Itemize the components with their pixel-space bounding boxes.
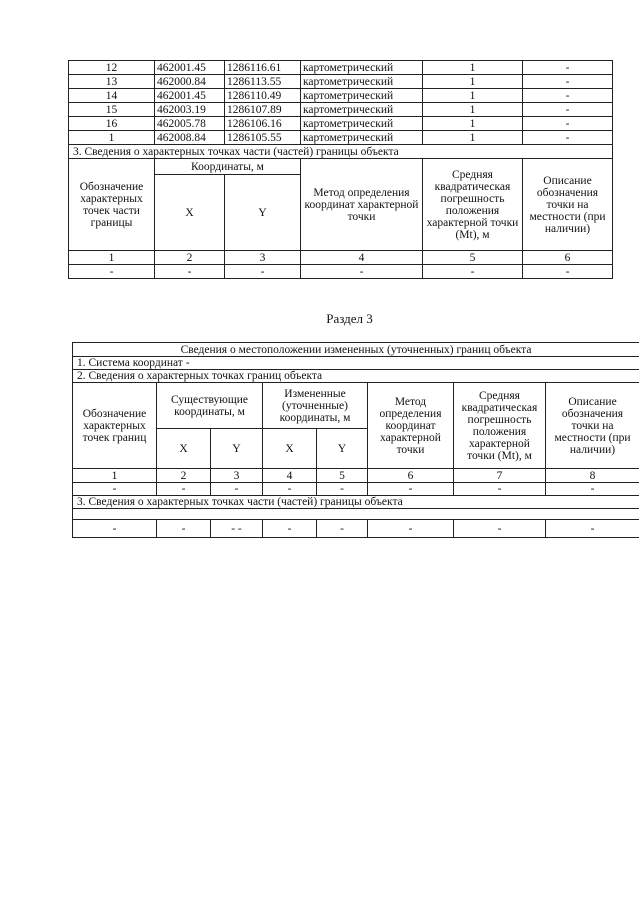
dash-row: [73, 483, 639, 496]
col-number: 1: [73, 469, 157, 483]
y-header: Y: [225, 175, 301, 251]
coord-system-row: [73, 357, 639, 370]
dash-cell: -: [317, 483, 368, 496]
x2-header: X: [263, 429, 317, 469]
method-cell: картометрический: [301, 131, 423, 145]
section3-row: [73, 496, 639, 509]
section2-title: 2. Сведения о характерных точках границ объекта: [73, 370, 639, 383]
point-number: 14: [69, 89, 155, 103]
col-number: 6: [368, 469, 454, 483]
method-header: Метод определения координат характерной точки: [368, 383, 454, 469]
table-row: [69, 75, 613, 89]
coord-x: 462000.84: [155, 75, 225, 89]
coord-y: 1286116.61: [225, 61, 301, 75]
designation-header: Обозначение характерных точек границ: [73, 383, 157, 469]
dash-cell: -: [368, 483, 454, 496]
coord-x: 462003.19: [155, 103, 225, 117]
coords-header: Координаты, м: [155, 159, 301, 175]
point-number: 13: [69, 75, 155, 89]
existing-coords-header: Существующие координаты, м: [157, 383, 263, 429]
dash-cell: -: [523, 265, 613, 279]
table-row: [69, 131, 613, 145]
mt-header: Средняя квадратическая погрешность положения характерной точки (Mt), м: [454, 383, 546, 469]
col-number: 3: [211, 469, 263, 483]
coord-y: 1286105.55: [225, 131, 301, 145]
desc-cell: -: [523, 131, 613, 145]
mt-cell: 1: [423, 131, 523, 145]
table-row: [69, 103, 613, 117]
col-number: 8: [546, 469, 639, 483]
dash-cell: -: [368, 520, 454, 538]
desc-cell: -: [523, 61, 613, 75]
coord-x: 462008.84: [155, 131, 225, 145]
y2-header: Y: [317, 429, 368, 469]
method-cell: картометрический: [301, 61, 423, 75]
section-heading: Раздел 3: [326, 311, 373, 326]
mt-cell: 1: [423, 117, 523, 131]
coord-x: 462005.78: [155, 117, 225, 131]
y-header: Y: [211, 429, 263, 469]
boundary-points-table: [68, 60, 613, 279]
dash-cell: -: [155, 265, 225, 279]
coord-y: 1286113.55: [225, 75, 301, 89]
point-number: 16: [69, 117, 155, 131]
mt-cell: 1: [423, 75, 523, 89]
coord-y: 1286106.16: [225, 117, 301, 131]
dash-row-2: [73, 520, 639, 538]
point-number: 1: [69, 131, 155, 145]
table-row: [69, 89, 613, 103]
point-number: 12: [69, 61, 155, 75]
desc-cell: -: [523, 103, 613, 117]
method-cell: картометрический: [301, 103, 423, 117]
col-number: 6: [523, 251, 613, 265]
dash-cell: -: [263, 483, 317, 496]
col-number: 2: [155, 251, 225, 265]
col-number: 4: [263, 469, 317, 483]
table-row: [69, 117, 613, 131]
points-rows: [69, 61, 613, 145]
dash-cell: -: [546, 520, 639, 538]
col-number: 5: [423, 251, 523, 265]
dash-cell: -: [454, 520, 546, 538]
coord-y: 1286107.89: [225, 103, 301, 117]
section3-title: 3. Сведения о характерных точках части (частей) границы объекта: [73, 496, 639, 509]
coord-y: 1286110.49: [225, 89, 301, 103]
desc-cell: -: [523, 75, 613, 89]
section2-row: [73, 370, 639, 383]
method-header: Метод определения координат характерной точки: [301, 159, 423, 251]
method-cell: картометрический: [301, 89, 423, 103]
header-row-1: [73, 383, 639, 429]
table-title-row: [73, 343, 639, 357]
header-row-1: [69, 159, 613, 175]
mt-header: Средняя квадратическая погрешность положения характерной точки (Mt), м: [423, 159, 523, 251]
dash-cell: -: [225, 265, 301, 279]
col-number: 3: [225, 251, 301, 265]
blank-cell: [73, 509, 639, 520]
dash-cell: -: [423, 265, 523, 279]
coord-system: 1. Система координат -: [73, 357, 639, 370]
point-number: 15: [69, 103, 155, 117]
dash-cell: -: [157, 520, 211, 538]
column-numbers-row: [73, 469, 639, 483]
section3-title: 3. Сведения о характерных точках части (частей) границы объекта: [69, 145, 613, 159]
col-number: 1: [69, 251, 155, 265]
dash-cell: -: [73, 483, 157, 496]
column-numbers-row: [69, 251, 613, 265]
dash-cell: -: [73, 520, 157, 538]
dash-cell: -: [263, 520, 317, 538]
mt-cell: 1: [423, 61, 523, 75]
col-number: 7: [454, 469, 546, 483]
designation-header: Обозначение характерных точек части границы: [69, 159, 155, 251]
dash-cell: -: [69, 265, 155, 279]
mt-cell: 1: [423, 103, 523, 117]
method-cell: картометрический: [301, 117, 423, 131]
blank-row: [73, 509, 639, 520]
coord-x: 462001.45: [155, 61, 225, 75]
desc-cell: -: [523, 117, 613, 131]
dash-cell: -: [301, 265, 423, 279]
x-header: X: [155, 175, 225, 251]
table-title: Сведения о местоположении измененных (уточненных) границ объекта: [73, 343, 639, 357]
x-header: X: [157, 429, 211, 469]
dash-cell: -: [454, 483, 546, 496]
col-number: 4: [301, 251, 423, 265]
table-row: [69, 61, 613, 75]
dash-cell: -: [157, 483, 211, 496]
changed-coords-header: Измененные (уточненные) координаты, м: [263, 383, 368, 429]
coord-x: 462001.45: [155, 89, 225, 103]
desc-header: Описание обозначения точки на местности (при наличии): [546, 383, 639, 469]
dash-row: [69, 265, 613, 279]
dash-cell: -: [317, 520, 368, 538]
col-number: 5: [317, 469, 368, 483]
section3-row: [69, 145, 613, 159]
dash-cell: -: [546, 483, 639, 496]
dash-cell: -: [211, 483, 263, 496]
method-cell: картометрический: [301, 75, 423, 89]
changed-boundaries-table: [72, 342, 639, 538]
col-number: 2: [157, 469, 211, 483]
desc-header: Описание обозначения точки на местности (при наличии): [523, 159, 613, 251]
mt-cell: 1: [423, 89, 523, 103]
dash-cell: - -: [211, 520, 263, 538]
desc-cell: -: [523, 89, 613, 103]
